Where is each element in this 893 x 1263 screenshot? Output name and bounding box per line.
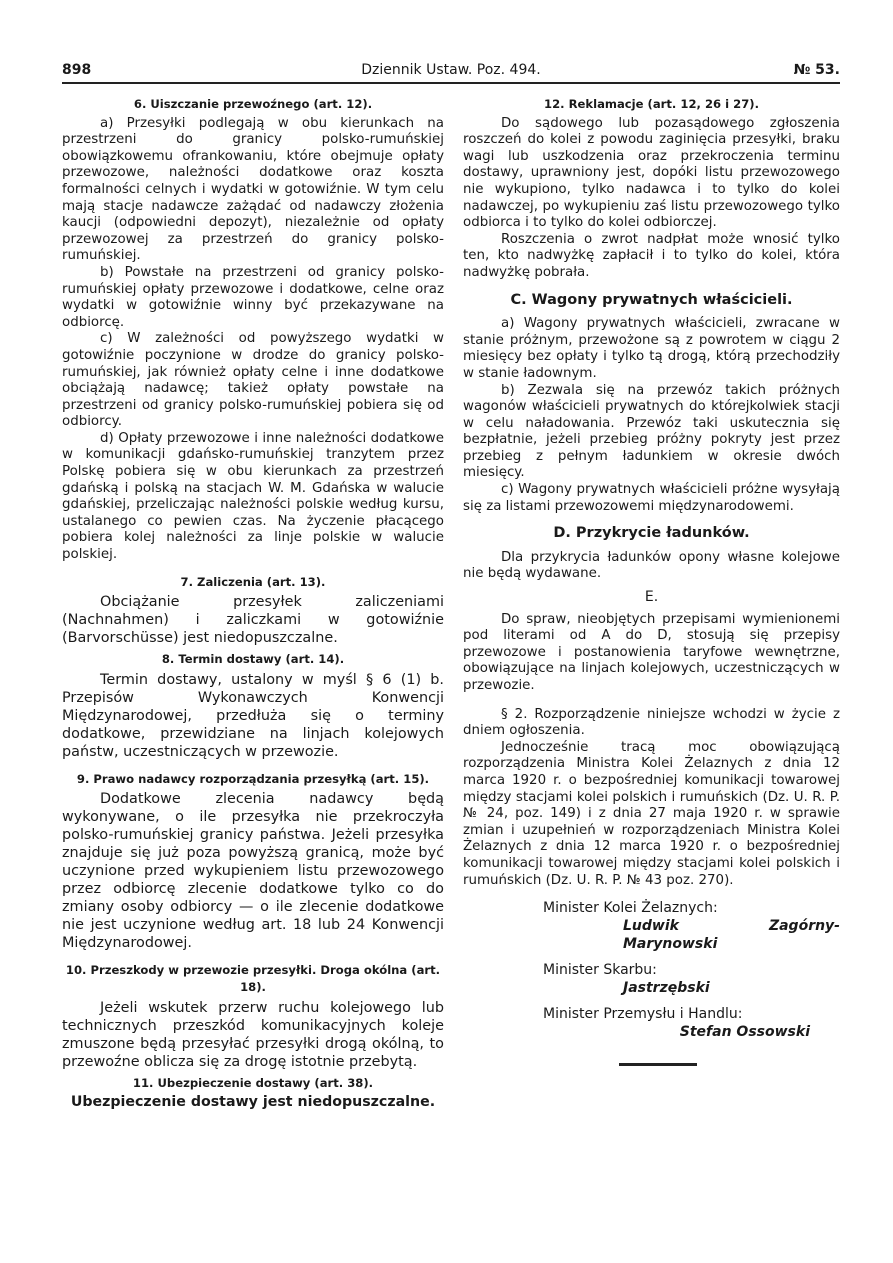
section-8-title: 8. Termin dostawy (art. 14).	[161, 652, 345, 667]
section-e-text: Do spraw, nieobjętych przepisami wymienionemi pod literami od A do D, stosują się przepisy przewozowe i postanowienia taryfowe wewnętrzne, obowiązujące na linjach kolejowych, uczestniczących w przewozie.	[463, 611, 840, 693]
section-10-title: 10. Przeszkody w przewozie przesyłki. Droga okólna (art. 18).	[65, 963, 441, 994]
signatures	[463, 899, 840, 1041]
page-number: 898	[62, 62, 92, 78]
section-12-p2: Roszczenia o zwrot nadpłat może wnosić tylko ten, kto nadwyżkę zapłacił i to tylko do kolei, która nadwyżkę pobrała.	[463, 231, 840, 280]
section-6-c: c) W zależności od powyższego wydatki w gotowiźnie poczynione w drodze do granicy polsko-rumuńskiej, jak również opłaty celne i inne dodatkowe obciążają nadawcę; takież opłaty powstałe na przestrzeni od granicy polsko-rumuńskiej pobiera się od odbiorcy.	[62, 331, 444, 430]
section-e-title: E.	[644, 589, 659, 606]
section-10-text: Jeżeli wskutek przerw ruchu kolejowego lub technicznych przeszkód komunikacyjnych koleje zmuszone będą przesyłać przesyłki drogą okólną, to przewoźne oblicza się za drogę istotnie przebytą.	[62, 999, 444, 1070]
paragraph-2-text: § 2. Rozporządzenie niniejsze wchodzi w życie z dniem ogłoszenia.	[463, 706, 840, 739]
right-column	[463, 92, 840, 1066]
header-rule	[62, 82, 840, 84]
section-6-a: a) Przesyłki podlegają w obu kierunkach na przestrzeni do granicy polsko-rumuńskiej obowiązkowemu ofrankowaniu, które obejmuje opłaty przewozowe, należności dodatkowe oraz koszta formalności celnych i wydatki w gotowiźnie. W tym celu mają stacje nadawcze zażądać od nadawczy złożenia kaucji (odpowiedni depozyt), niezależnie od opłaty przewozowej za przestrzeń do granicy polsko-rumuńskiej.	[62, 115, 444, 264]
section-6-title: 6. Uiszczanie przewoźnego (art. 12).	[133, 97, 373, 111]
section-11-title: 11. Ubezpieczenie dostawy (art. 38).	[132, 1075, 374, 1090]
end-rule	[619, 1063, 697, 1066]
signature-role: Minister Przemysłu i Handlu:	[543, 1006, 743, 1023]
section-6-d: d) Opłaty przewozowe i inne należności dodatkowe w komunikacji gdańsko-rumuńskiej tranzytem przez Polskę pobiera się w obu kierunkach za przestrzeń gdańską i polską na stacjach W. M. Gdańska w walucie gdańskiej, przeliczając należności polskie według kursu, ustalanego co pewien czas. Na życzenie płacącego pobiera kolej należności za linje polskie w walucie polskiej.	[62, 430, 444, 563]
section-c-a: a) Wagony prywatnych właścicieli, zwracane w stanie próżnym, przewożone są z powrotem w ciągu 2 miesięcy bez opłaty i tylko tą drogą, którą przechodziły w stanie ładownym.	[463, 316, 840, 381]
section-c-b: b) Zezwala się na przewóz takich próżnych wagonów właścicieli prywatnych do którejkolwiek stacji w celu naładowania. Przewóz taki uskutecznia się bezpłatnie, jeżeli przebieg próżny pokryty jest przez przebieg z pełnym ładunkiem w okresie dwóch miesięcy.	[463, 382, 840, 481]
paragraph-2-repeal: Jednocześnie tracą moc obowiązującą rozporządzenia Ministra Kolei Żelaznych z dnia 12 marca 1920 r. o bezpośredniej komunikacji towarowej między stacjami kolei polskich i rumuńskich (Dz. U. R. P. № 24, poz. 149) i z dnia 27 maja 1920 r. w sprawie zmian i uzupełnień w rozporządzeniach Ministra Kolei Żelaznych z dnia 12 marca 1920 r. o bezpośredniej komunikacji towarowej między stacjami kolei polskich i rumuńskich (Dz. U. R. P. № 43 poz. 270).	[463, 739, 840, 888]
section-c-c: c) Wagony prywatnych właścicieli próżne wysyłają się za listami przewozowemi międzynarodowemi.	[463, 482, 840, 514]
page-header	[62, 62, 840, 82]
section-9-text: Dodatkowe zlecenia nadawcy będą wykonywane, o ile przesyłka nie przekroczyła polsko-rumuńskiej granicy państwa. Jeżeli przesyłka znajduje się już poza powyższą granicą, może być uczynione przed wykupieniem listu przewozowego przez odbiorcę zlecenie dodatkowe tylko co do zmiany osoby odbiorcy — o ile zlecenie dodatkowe nie jest uczynione według art. 18 lub 24 Konwencji Międzynarodowej.	[62, 791, 444, 952]
signature-role: Minister Kolei Żelaznych:	[543, 900, 718, 917]
signature-role: Minister Skarbu:	[543, 962, 657, 979]
journal-title: Dziennik Ustaw. Poz. 494.	[361, 62, 541, 78]
section-d-text: Dla przykrycia ładunków opony własne kolejowe nie będą wydawane.	[463, 549, 840, 582]
signature-name: Jastrzębski	[623, 980, 710, 997]
section-7-text: Obciążanie przesyłek zaliczeniami (Nachnahmen) i zaliczkami w gotowiźnie (Barvorschüsse) jest niedopuszczalne.	[62, 594, 444, 647]
section-8-text: Termin dostawy, ustalony w myśl § 6 (1) b. Przepisów Wykonawczych Konwencji Międzynarodowej, przedłuża się o terminy dodatkowe, przewidziane na linjach kolejowych państw, uczestniczących w przewozie.	[62, 671, 444, 760]
section-12-title: 12. Reklamacje (art. 12, 26 i 27).	[544, 97, 759, 111]
section-d-title: D. Przykrycie ładunków.	[553, 525, 750, 542]
section-12-p1: Do sądowego lub pozasądowego zgłoszenia roszczeń do kolei z powodu zaginięcia przesyłki, braku wagi lub uszkodzenia oraz przekroczenia terminu dostawy, uprawniony jest, dopóki listu przewozowego nie wykupiono, tylko nadawca i to tylko do kolei nadawczej, po wykupieniu zaś listu przewozowego tylko odbiorca i to tylko do kolei odbiorczej.	[463, 115, 840, 231]
section-11-text: Ubezpieczenie dostawy jest niedopuszczalne.	[70, 1094, 436, 1111]
signature-name: Ludwik Zagórny-Marynowski	[623, 918, 840, 953]
signature-name: Stefan Ossowski	[679, 1024, 810, 1041]
section-7-title: 7. Zaliczenia (art. 13).	[180, 574, 326, 589]
section-c-title: C. Wagony prywatnych właścicieli.	[510, 291, 793, 308]
left-column	[62, 92, 444, 1111]
section-6-b: b) Powstałe na przestrzeni od granicy polsko-rumuńskiej opłaty przewozowe i dodatkowe, celne oraz wydatki w gotowiźnie winny być przekazywane na odbiorcę.	[62, 264, 444, 330]
section-9-title: 9. Prawo nadawcy rozporządzania przesyłką (art. 15).	[76, 771, 430, 786]
issue-number: № 53.	[793, 62, 840, 78]
